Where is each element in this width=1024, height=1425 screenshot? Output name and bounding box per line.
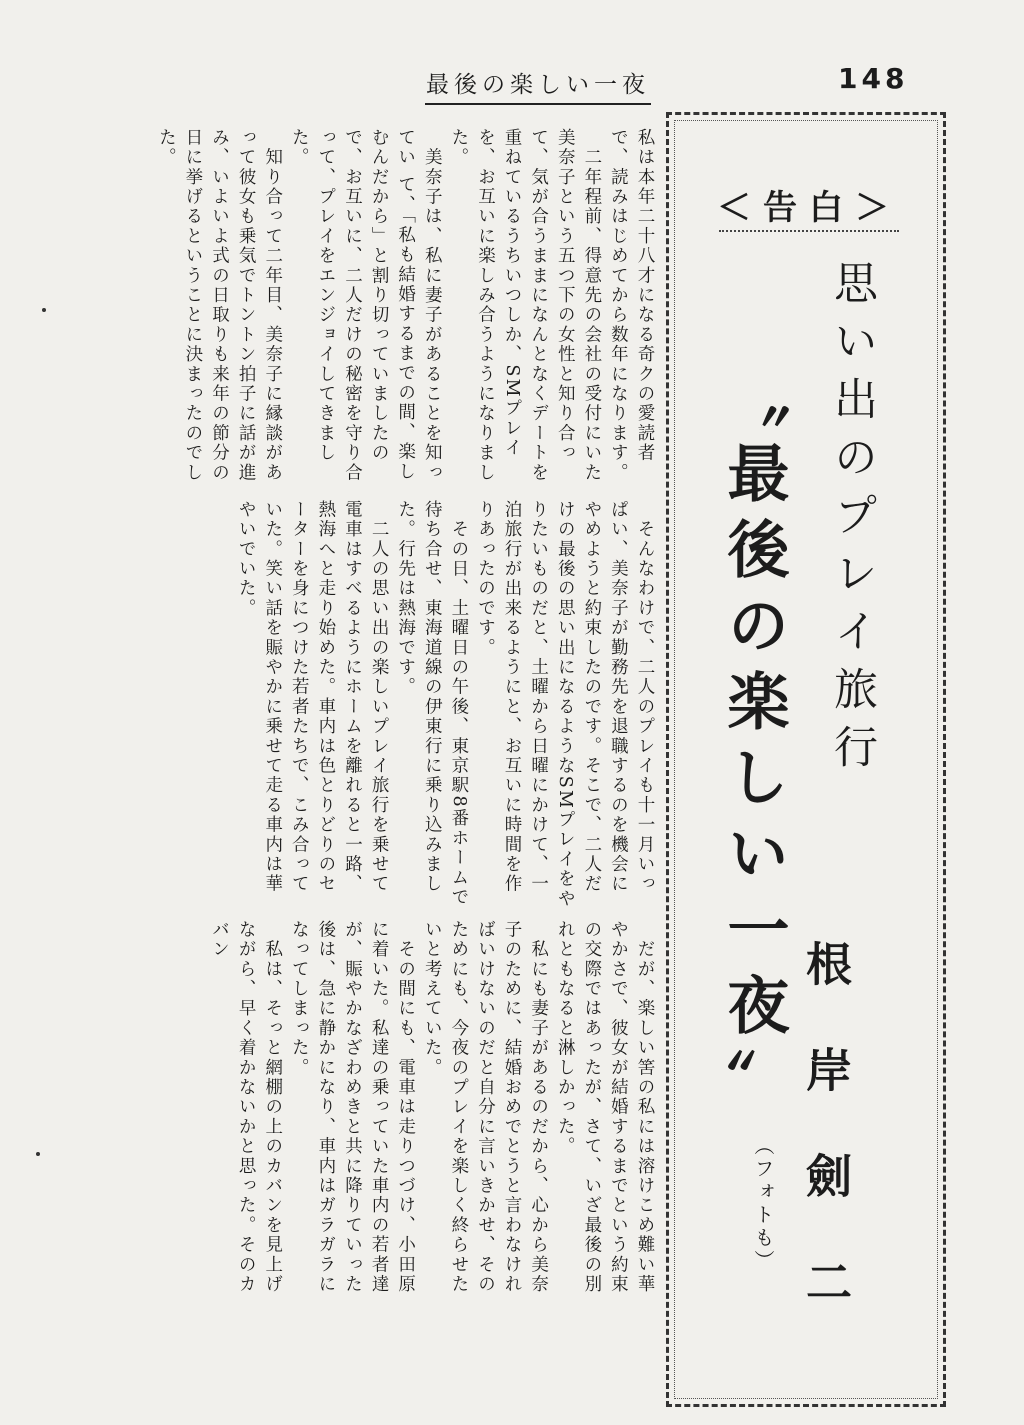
body-column-middle: そんなわけで、二人のプレイも十一月いっぱい、美奈子が勤務先を退職するのを機会にやめようと約束したのです。そこで、二人だけの最後の思い出になるようなSMプレイをやりたいものだと、土曜から日曜にかけて、一泊旅行が出来るようにと、お互いに時間を作りあったのです。 その日、土曜日の午後、東京駅8番ホームで待ち合せ、東海道線の伊東行に乗り込みました。行先は熱海です。 二人の思い出の楽しいプレイ旅行を乗せて電車はすべるようにホームを離れると一路、熱海へと走り始めた。車内は色とりどりのセーターを身につけた若者たちで、こみ合っていた。笑い話を賑やかに乗せて走る車内は華やいでいた。 bbox=[236, 500, 655, 909]
article-subtitle: 思い出のプレイ旅行 bbox=[826, 260, 877, 782]
print-speck bbox=[36, 1152, 40, 1156]
title-box bbox=[666, 112, 946, 1407]
body-column-bottom: だが、楽しい筈の私には溶けこめ難い華やかさで、彼女が結婚するまでという約束の交際ではあったが、さて、いざ最後の別れともなると淋しかった。 私にも妻子があるのだから、心から美奈子のために、結婚おめでとうと言わなければいけないのだと自分に言いきかせ、そのためにも、今夜のプレイを楽しく終らせたいと考えていた。 その間にも、電車は走りつづけ、小田原に着いた。私達の乗っていた車内の若者達が、賑やかなざわめきと共に降りていった後は、急に静かになり、車内はガラガラになってしまった。 私は、そっと網棚の上のカバンを見上げながら、早く着かないかと思った。そのカバン bbox=[209, 920, 655, 1295]
page-number: 148 bbox=[838, 62, 909, 95]
body-column-top: 私は本年二十八才になる奇クの愛読者で、読みはじめてから数年になります。 二年程前、得意先の会社の受付にいた美奈子という五つ下の女性と知り合って、気が合うままになんとなくデートを重ねているうちいつしか、SMプレイを、お互いに楽しみ合うようになりました。 美奈子は、私に妻子があることを知ってい て、「私も結婚するまでの間、楽しむんだから」と割り切っていましたので、お互いに、二人だけの秘密を守り合って、プレイをエンジョイしてきました。 知り合って二年目、美奈子に縁談があって彼女も乗気でトントン拍子に話が進み、いよいよ式の日取りも来年の節分の日に挙げるということに決まったのでした。 bbox=[156, 128, 655, 483]
photo-credit: （フォトも） bbox=[751, 1135, 775, 1273]
category-underline bbox=[719, 230, 899, 232]
print-speck bbox=[42, 308, 46, 312]
author-name: 根岸劍二 bbox=[799, 940, 853, 1364]
article-title: 〝最後の楽しい一夜〟 bbox=[717, 365, 790, 1125]
category-label: ＜告白＞ bbox=[717, 188, 901, 228]
running-title: 最後の楽しい一夜 bbox=[425, 66, 651, 105]
